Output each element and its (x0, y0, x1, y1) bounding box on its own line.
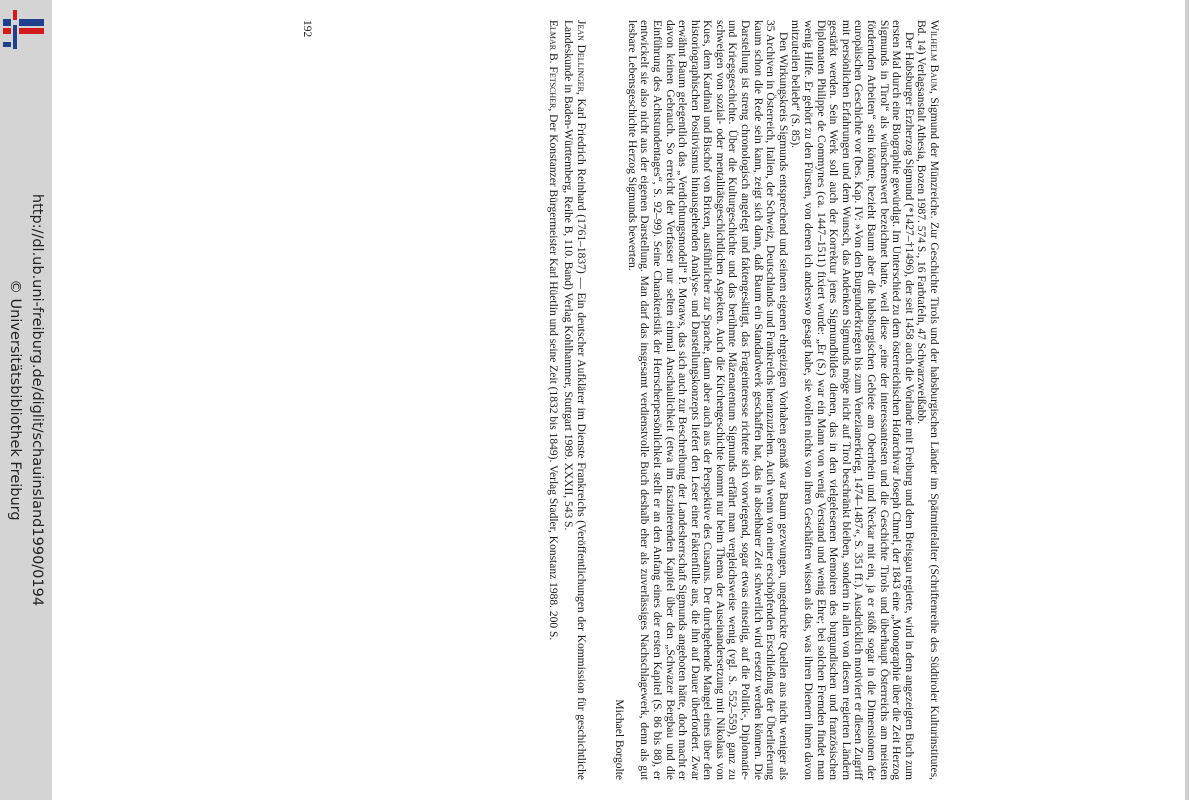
sidebar-caption (4, 194, 48, 606)
notice-author: Elmar B. Fetscher (547, 20, 560, 109)
review-author: Wilhelm Baum (928, 20, 940, 91)
sidebar (0, 0, 52, 800)
review-heading (915, 20, 940, 780)
scrollbar[interactable] (1185, 0, 1189, 800)
review-paragraph: Den Wirkungskreis Sigmunds entsprechend und seinem eigenen ehrgeizigen Vorhaben gemäß war Baum gezwungen, ungedruckte Quellen aus nicht weniger als 35 Archiven in Österreich, Italien, der Schweiz, Deutschlands und Frankreichs heranzuziehen. Auch wenn von einer erschöpfenden Erschließung der Überlieferung kaum schon die Rede sein kann, zeigt sich dann, daß Baum ein Standardwerk geschaffen hat, das in absehbarer Zeit schwerlich wird ersetzt werden können. Die Darstellung ist streng chronologisch angelegt und faktengesättigt, das Frageinteresse richtete sich vorwiegend, sogar etwas einseitig, auf die Politik-, Diplomatie- und Kriegsgeschichte. Über die Kulturgeschichte und das berühmte Mäzenatentum Sigmunds erfährt man vergleichsweise wenig (vgl. S. 552–559), ganz zu schweigen von sozial- oder mentalitätsgeschichtlichen Aspekten. Auch die Kirchengeschichte kommt nur beim Thema der Auseinandersetzung mit Nikolaus von Kues, dem Kardinal und Bischof von Brixen, ausführlicher zur Sprache, dann aber auch aus der Perspektive des Cusanus. Der durchgehende Mangel eines über den historiographischen Positivismus hinausgehenden Analyse- und Darstellungskonzepts liefert den Leser einer Faktenfülle aus, die ihn auf Dauer überfordert. Zwar erwähnt Baum gelegentlich das „Verdichtungsmodell“ P. Moraws, das sich auch zur Beschreibung der Landesherrschaft Sigmunds angeboten hätte, doch macht er davon keinen Gebrauch. So erreicht der Verfasser nur selten einmal Anschaulichkeit (etwa im faszinierenden Kapitel über den „Schwazer Bergbau und die Einführung des Achtstundentages“, S. 92–99). Seine Charakteristik der Herrscherpersönlichkeit stellt er an den Anfang eines der ersten Kapitel (S. 86 bis 88), er entwickelt sie also nicht aus der eigenen Darstellung. Man darf das insgesamt verdienstvolle Buch deshalb eher als zuverlässiges Nachschlagewerk, denn als gut lesbare Lebensgeschichte Herzog Sigmunds bewerten. (625, 20, 789, 780)
review-paragraph: Der Habsburger Erzherzog Sigmund (*1427–†1496), der seit 1458 auch die Vorlande mit Freiburg und dem Breisgau regierte, wird in dem angezeigten Buch zum ersten Mal durch eine Biographie gewürdigt. Im Unterschied zu dem österreichischen Hofarchivar Joseph Chmel, der 1843 eine „Monographie über die Zeit Herzog Sigmunds in Tirol“ als wünschenswert bezeichnet hatte, weil diese „eine der interessantesten und die Geschichte Tirols und überhaupt Österreichs am meisten fördernden Arbeiten“ sein könnte, bezieht Baum aber die habsburgischen Gebiete am Oberrhein und Neckar mit ein, ja er stößt sogar in die Dimensionen der europäischen Geschichte vor (bes. Kap. IV: »Von den Burgunderkriegen bis zum Venezianerkrieg, 1474–1487«, S. 351 ff.). Ausdrücklich motiviert er diesen Zugriff mit persönlichen Erfahrungen und dem Wunsch, das Andenken Sigmunds möge nicht auf Tirol beschränkt bleiben, sondern in allen von diesem regierten Ländern gestärkt werden. Sein Werk soll auch der Korrektur jenes Sigmundbildes dienen, das in den vielgelesenen Memoiren des burgundischen und französischen Diplomaten Philippe de Commynes (ca. 1447–1511) fixiert wurde: „Er (S.) war ein Mann von wenig Verstand und wenig Ehre; bei solchen Fremden findet man wenig Hilfe. Er gehört zu den Fürsten, von denen ich anderswo gesagt habe, sie wollen nichts von ihren Geschäften wissen als das, was ihren Dienern ihnen davon mitzuteilen beliebt“ (S. 85). (789, 20, 915, 780)
notice-text: , Karl Friedrich Reinhard (1761–1837) — Ein deutscher Aufklärer im Dienste Frankreichs (Veröffentlichungen der Kommission für geschichtliche Landeskunde in Baden-Württemberg, Reihe B, 110. Band) Verlag Kohlhammer, Stuttgart 1989. XXXII, 543 S. (561, 20, 587, 780)
copyright-notice: © Universitätsbibliothek Freiburg (7, 279, 23, 521)
notice-author: Jean Dellinger (574, 20, 587, 92)
page-number: 192 (300, 20, 313, 38)
review-citation: , Sigmund der Münzreiche. Zur Geschichte Tirols und der habsburgischen Länder im Spätmittelalter (Schriftenreihe des Südtiroler Kulturinstitutes, Bd. 14) Verlagsanstalt Athesia, Bozen 1987. 574 S., 16 Farbtafeln, 47 Schwarzweißabb. (915, 20, 940, 780)
book-notice (561, 20, 586, 780)
university-logo-icon (2, 8, 44, 50)
permalink-url[interactable]: http://dl.ub.uni-freiburg.de/diglit/schauinsland1990/0194 (29, 193, 45, 607)
book-notice (547, 20, 560, 780)
reviewer-signature: Michael Borgolte (613, 699, 626, 780)
notice-text: , Der Konstanzer Bürgermeister Karl Hüetlin und seine Zeit (1832 bis 1849). Verlag Stadler, Konstanz 1988. 200 S. (547, 108, 560, 641)
scanned-page (300, 20, 940, 780)
